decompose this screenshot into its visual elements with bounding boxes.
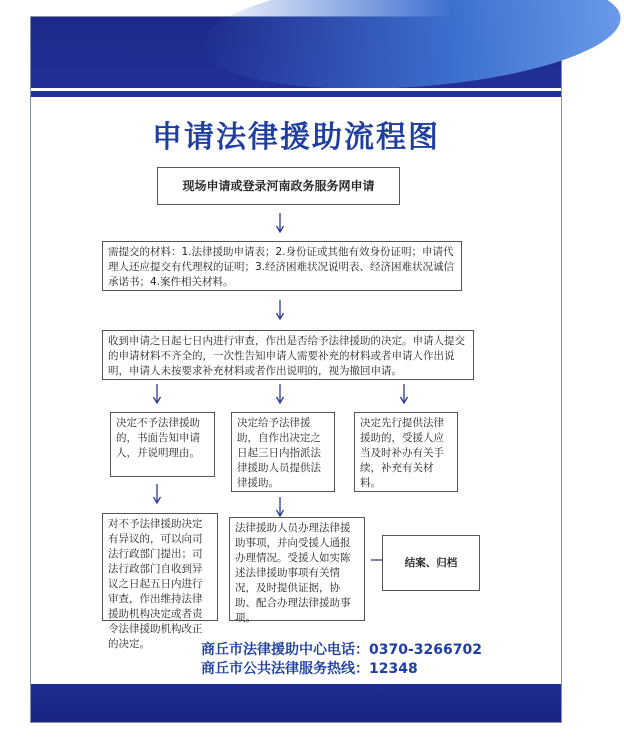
step-deny-text: 决定不予法律援助的，书面告知申请人，并说明理由。: [116, 417, 200, 459]
arrow-down-icon: [152, 384, 162, 404]
step-objection-text: 对不予法律援助决定有异议的，可以向司法行政部门提出；司法行政部门自收到异议之日起五日内进行审查，作出维持法律援助机构决定或者责令法律援助机构改正的决定。: [108, 518, 203, 650]
step-materials: [102, 241, 462, 291]
arrow-down-icon: [399, 384, 409, 404]
step-deny: [110, 412, 215, 477]
step-start: [157, 167, 400, 205]
header-sweep: [198, 0, 624, 102]
step-handle-text: 法律援助人员办理法律援助事项，并向受援人通报办理情况。受援人如实陈述法律援助事项有关情况，及时提供证据，协助、配合办理法律援助事项。: [235, 522, 351, 624]
page-title: 申请法律援助流程图: [152, 120, 440, 155]
arrow-down-icon: [152, 484, 162, 504]
step-review-text: 收到申请之日起七日内进行审查，作出是否给予法律援助的决定。申请人提交的申请材料不齐全的，一次性告知申请人需要补充的材料或者申请人作出说明，申请人未按要求补充材料或者作出说明的，视为撤回申请。: [108, 335, 465, 377]
step-materials-text: 需提交的材料：1.法律援助申请表；2.身份证或其他有效身份证明；申请代理人还应提交有代理权的证明；3.经济困难状况说明表、经济困难状况诚信承诺书；4.案件相关材料。: [108, 246, 455, 288]
arrow-down-icon: [275, 497, 285, 517]
step-close-text: 结案、归档: [404, 556, 458, 569]
step-grant-text: 决定给予法律援助，自作出决定之日起三日内指派法律援助人员提供法律援助。: [237, 417, 321, 489]
step-grant: [231, 412, 335, 492]
header-stripe: [31, 88, 561, 91]
step-review: [102, 330, 474, 380]
step-handle: [229, 517, 365, 624]
step-start-text: 现场申请或登录河南政务服务网申请: [182, 178, 375, 193]
step-advance-text: 决定先行提供法律援助的，受援人应当及时补办有关手续，补充有关材料。: [360, 417, 444, 489]
header-band: [31, 17, 561, 97]
arrow-down-icon: [275, 213, 285, 233]
step-objection: [102, 513, 218, 650]
contact-center-phone: 商丘市法律援助中心电话：0370-3266702: [201, 642, 482, 658]
step-close: [382, 535, 480, 591]
contact-hotline: 商丘市公共法律服务热线：12348: [201, 661, 418, 677]
footer-band: [31, 684, 561, 722]
arrow-down-icon: [275, 384, 285, 404]
step-advance: [354, 412, 458, 492]
arrow-down-icon: [275, 300, 285, 320]
poster: [30, 16, 562, 723]
